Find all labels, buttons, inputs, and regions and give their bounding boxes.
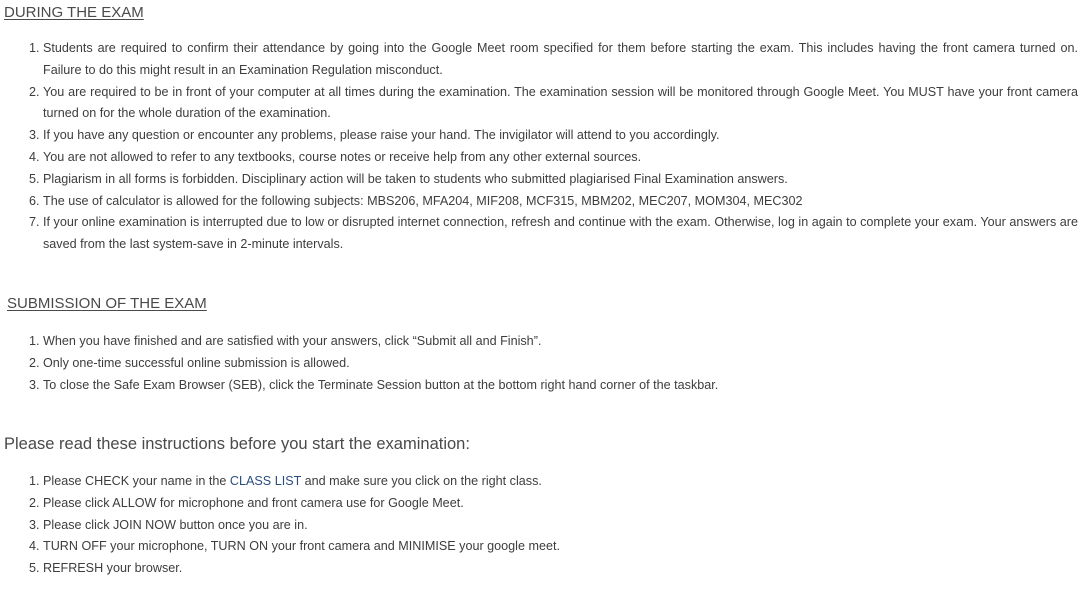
list-number: 3. — [29, 377, 40, 392]
list-item-text-before: Please CHECK your name in the — [43, 474, 230, 488]
list-number: 1. — [29, 474, 40, 488]
list-number: 5. — [29, 171, 40, 186]
submission-heading: SUBMISSION OF THE EXAM — [7, 295, 207, 312]
instructions-list — [29, 471, 1029, 580]
list-item-text: Plagiarism in all forms is forbidden. Disciplinary action will be taken to students who submitted plagiarised Final Examination answers. — [43, 171, 788, 186]
list-item — [29, 331, 1029, 353]
list-number: 1. — [29, 334, 40, 348]
list-item-text: When you have finished and are satisfied with your answers, click “Submit all and Finish”. — [43, 334, 542, 348]
list-number: 5. — [29, 561, 40, 576]
list-item — [29, 191, 1078, 213]
list-item — [29, 493, 1029, 515]
list-item-text: Students are required to confirm their attendance by going into the Google Meet room specified for them before starting the exam. This includes having the front camera turned on. Failure to do this might result in an Examination Regulation misconduct. — [43, 41, 1078, 77]
list-item-text: You are not allowed to refer to any textbooks, course notes or receive help from any other external sources. — [43, 149, 642, 164]
list-number: 6. — [29, 193, 40, 208]
list-item-text: If you have any question or encounter any problems, please raise your hand. The invigilator will attend to you accordingly. — [43, 128, 720, 143]
list-number: 2. — [29, 84, 40, 99]
list-item — [29, 353, 1029, 375]
list-number: 2. — [29, 495, 40, 510]
list-item-text: The use of calculator is allowed for the following subjects: MBS206, MFA204, MIF208, MCF315, MBM202, MEC207, MOM304, MEC302 — [43, 193, 803, 208]
list-item — [29, 375, 1029, 397]
list-item-text: REFRESH your browser. — [43, 561, 183, 576]
list-number: 1. — [29, 41, 40, 55]
list-number: 2. — [29, 355, 40, 370]
list-item-text: Only one-time successful online submission is allowed. — [43, 355, 350, 370]
list-number: 4. — [29, 539, 40, 554]
list-item — [29, 558, 1029, 580]
list-number: 7. — [29, 215, 40, 230]
list-item-text: TURN OFF your microphone, TURN ON your front camera and MINIMISE your google meet. — [43, 539, 560, 554]
list-item-text: Please click JOIN NOW button once you are in. — [43, 517, 308, 532]
during-exam-list — [29, 38, 1078, 256]
list-item-text-after: and make sure you click on the right class. — [301, 474, 542, 488]
class-list-link[interactable]: CLASS LIST — [229, 474, 302, 488]
list-number: 4. — [29, 149, 40, 164]
list-item-text: Please click ALLOW for microphone and front camera use for Google Meet. — [43, 495, 464, 510]
list-item-text: If your online examination is interrupted due to low or disrupted internet connection, refresh and continue with the exam. Otherwise, log in again to complete your exam. Your answers are saved from the last system-save in 2-minute intervals. — [43, 215, 1078, 252]
list-item — [29, 515, 1029, 537]
list-item — [29, 212, 1078, 256]
list-item — [29, 38, 1078, 82]
list-item — [29, 147, 1078, 169]
list-number: 3. — [29, 128, 40, 143]
list-item-text: You are required to be in front of your computer at all times during the examination. The examination session will be monitored through Google Meet. You MUST have your front camera turned on for the whole duration of the examination. — [43, 84, 1078, 121]
list-item — [29, 82, 1078, 126]
submission-list — [29, 331, 1029, 396]
list-item — [29, 536, 1029, 558]
list-item — [29, 169, 1078, 191]
list-item — [29, 125, 1078, 147]
list-number: 3. — [29, 517, 40, 532]
instructions-heading: Please read these instructions before you start the examination: — [4, 435, 470, 453]
list-item-text: To close the Safe Exam Browser (SEB), click the Terminate Session button at the bottom right hand corner of the taskbar. — [43, 377, 719, 392]
list-item — [29, 471, 1029, 493]
during-exam-heading: DURING THE EXAM — [4, 4, 144, 21]
